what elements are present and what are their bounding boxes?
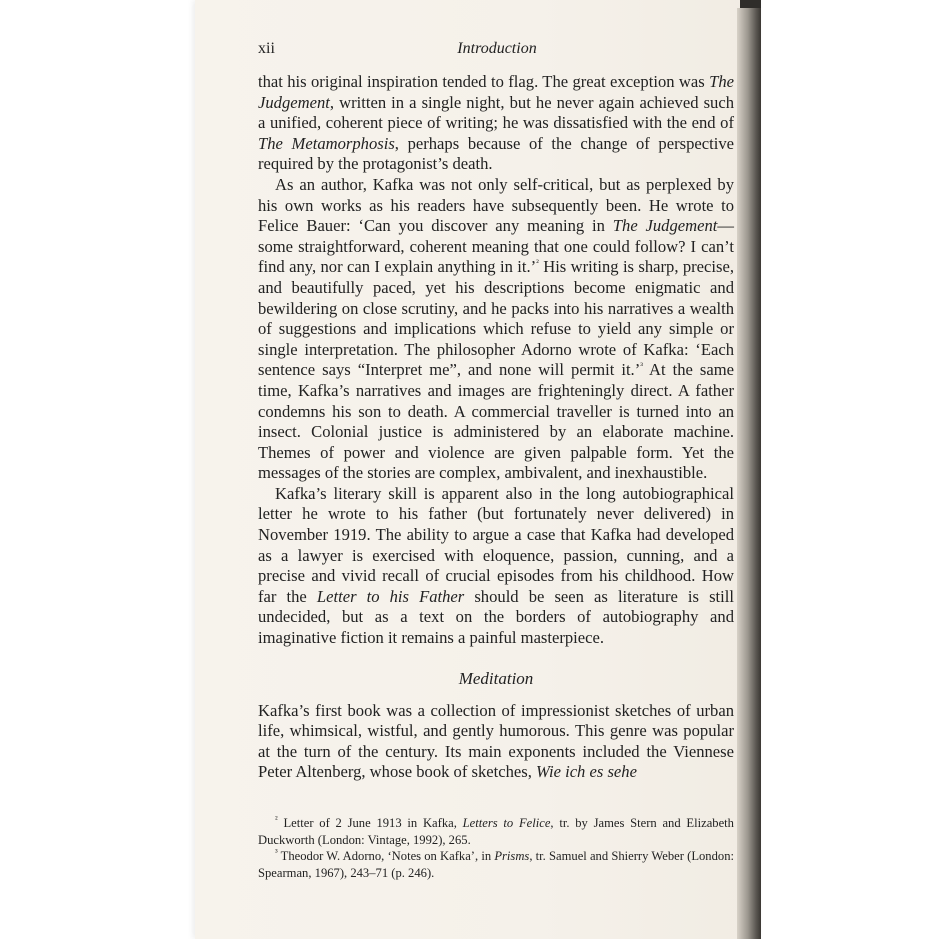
- main-text: [258, 72, 734, 783]
- footnote-2: $^{^2}$ Letter of 2 June 1913 in Kafka, Letters to Felice, tr. by James Stern and Elizabeth Duckworth (London: Vintage, 1992), 265.: [258, 813, 734, 847]
- section-heading: Meditation: [458, 668, 534, 688]
- footnotes: [258, 815, 734, 881]
- book-spine-shadow: [737, 8, 761, 939]
- paragraph-2: As an author, Kafka was not only self-critical, but as perplexed by his own works as his readers have subsequently been. He wrote to Felice Bauer: ‘Can you discover any meaning in The Judgement—some straightforward, coherent meaning that one could follow? I can’t find any, nor can I explain anything in it.’$^{^2}$ His writing is sharp, precise, and beautifully paced, yet his descriptions become enigmatic and bewildering on close scrutiny, and he packs into his narratives a wealth of suggestions and implications which refuse to yield any simple or single interpretation. The philosopher Adorno wrote of Kafka: ‘Each sentence says “Interpret me”, and none will permit it.’$^{^3}$ At the same time, Kafka’s narratives and images are frighteningly direct. A father condemns his son to death. A commercial traveller is turned into an insect. Colonial justice is administered by an elaborate machine. Themes of power and violence are given palpable form. Yet the messages of the stories are complex, ambivalent, and inexhaustible.: [258, 174, 734, 483]
- page-number: xii: [258, 40, 275, 57]
- page-header: [258, 40, 736, 62]
- paragraph-3: Kafka’s literary skill is apparent also in the long autobiographical letter he wrote to his father (but fortunately never delivered) in November 1919. The ability to argue a case that Kafka had developed as a lawyer is exercised with eloquence, passion, cunning, and a precise and vivid recall of crucial episodes from his childhood. How far the Letter to his Father should be seen as literature is still undecided, but as a text on the borders of autobiography and imaginative fiction it remains a painful masterpiece.: [258, 483, 734, 648]
- paragraph-1: that his original inspiration tended to flag. The great exception was The Judgement, written in a single night, but he never again achieved such a unified, coherent piece of writing; he was dissatisfied with the end of The Metamorphosis, perhaps because of the change of perspective required by the protagonist’s death.: [258, 72, 734, 174]
- paragraph-4: Kafka’s first book was a collection of impressionist sketches of urban life, whimsical, wistful, and gently humorous. This genre was popular at the turn of the century. Its main exponents included the Viennese Peter Altenberg, whose book of sketches, Wie ich es sehe: [258, 700, 734, 782]
- footnote-3: $^{^3}$ Theodor W. Adorno, ‘Notes on Kafka’, in Prisms, tr. Samuel and Shierry Weber (London: Spearman, 1967), 243–71 (p. 246).: [258, 846, 734, 880]
- running-title: Introduction: [457, 40, 537, 57]
